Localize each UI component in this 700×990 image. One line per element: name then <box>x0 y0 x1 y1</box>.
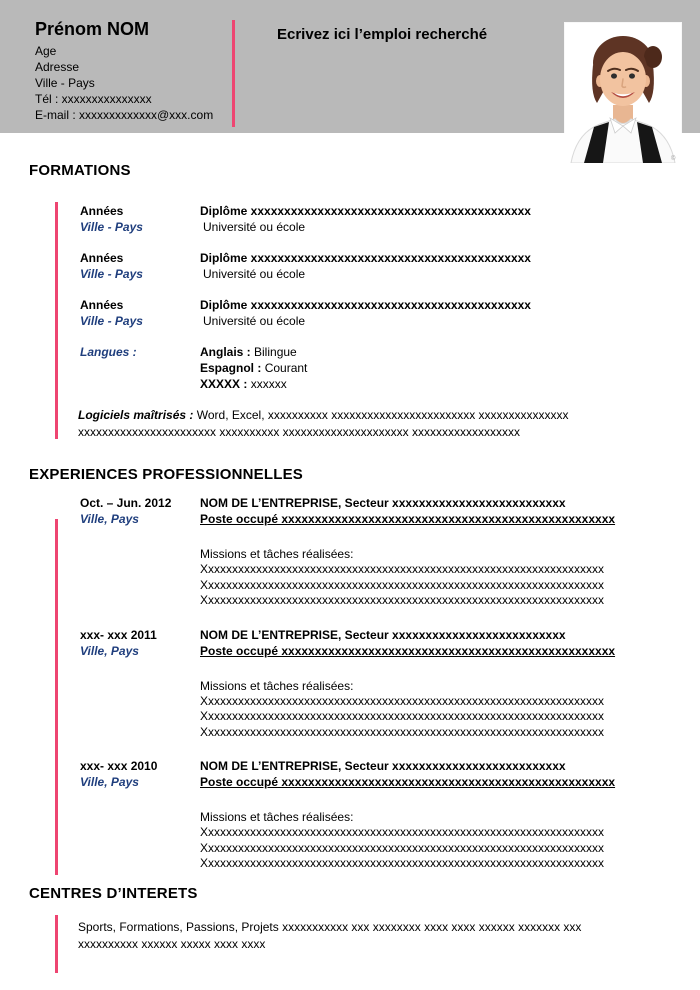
languages-row <box>80 344 625 392</box>
missions-block <box>200 809 628 872</box>
formation-degree: Diplôme xxxxxxxxxxxxxxxxxxxxxxxxxxxxxxxxxxxxxxxxxx <box>200 204 531 218</box>
interests-accent-line <box>55 915 58 973</box>
formation-period: Années <box>80 204 124 218</box>
experience-entry <box>80 495 628 609</box>
formation-school: Université ou école <box>203 220 306 234</box>
experiences-heading: EXPERIENCES PROFESSIONNELLES <box>29 466 303 483</box>
email-line: E-mail : xxxxxxxxxxxxx@xxx.com <box>35 108 214 122</box>
formation-location: Ville - Pays <box>80 314 143 328</box>
formation-entry <box>80 203 625 235</box>
mission-line: Xxxxxxxxxxxxxxxxxxxxxxxxxxxxxxxxxxxxxxxxxxxxxxxxxxxxxxxxxxxxxxxxxxx <box>200 840 605 855</box>
formation-school: Université ou école <box>203 314 306 328</box>
formation-entry <box>80 250 625 282</box>
missions-block <box>200 546 628 609</box>
experience-location: Ville, Pays <box>80 643 139 658</box>
portrait-illustration <box>565 23 681 163</box>
language-item: XXXXX : xxxxxx <box>200 377 287 391</box>
interests-text: Sports, Formations, Passions, Projets xxxxxxxxxxx xxx xxxxxxxx xxxx xxxx xxxxxx xxxxxxx xxx xxxxxxxxxx xxxxxx xxxxx xxxx xxxx <box>78 920 582 951</box>
city-country-line: Ville - Pays <box>35 76 95 90</box>
experience-entry <box>80 627 628 741</box>
experiences-accent-line <box>55 519 58 875</box>
job-title: Ecrivez ici l’emploi recherché <box>277 26 488 43</box>
missions-label: Missions et tâches réalisées: <box>200 547 354 561</box>
formations-heading: FORMATIONS <box>29 162 131 179</box>
profile-photo <box>565 23 681 163</box>
mission-line: Xxxxxxxxxxxxxxxxxxxxxxxxxxxxxxxxxxxxxxxxxxxxxxxxxxxxxxxxxxxxxxxxxxx <box>200 593 605 607</box>
experience-location: Ville, Pays <box>80 775 139 789</box>
formation-period: Années <box>80 251 124 265</box>
formation-school: Université ou école <box>203 267 306 281</box>
mission-line: Xxxxxxxxxxxxxxxxxxxxxxxxxxxxxxxxxxxxxxxxxxxxxxxxxxxxxxxxxxxxxxxxxxx <box>200 693 605 708</box>
software-text: Word, Excel, xxxxxxxxxx xxxxxxxxxxxxxxxxxxxxxxxx xxxxxxxxxxxxxxx xxxxxxxxxxxxxxxxxxxxxxx xxxxxxxxxx xxxxxxxxxxxxxxxxxxxxx xxxxxxxxxxxxxxxxxx <box>78 408 569 439</box>
mission-line: Xxxxxxxxxxxxxxxxxxxxxxxxxxxxxxxxxxxxxxxxxxxxxxxxxxxxxxxxxxxxxxxxxxx <box>200 825 605 839</box>
missions-label: Missions et tâches réalisées: <box>200 678 354 693</box>
interests-heading: CENTRES D’INTERETS <box>29 885 198 902</box>
experience-position: Poste occupé xxxxxxxxxxxxxxxxxxxxxxxxxxxxxxxxxxxxxxxxxxxxxxxxxx <box>200 512 616 526</box>
missions-block <box>200 678 628 741</box>
formation-entry <box>80 297 625 329</box>
formation-period: Années <box>80 298 124 312</box>
missions-label: Missions et tâches réalisées: <box>200 810 354 824</box>
formations-accent-line <box>55 202 58 439</box>
software-paragraph <box>78 407 625 441</box>
experience-company: NOM DE L’ENTREPRISE, Secteur xxxxxxxxxxxxxxxxxxxxxxxxxx <box>200 759 566 773</box>
phone-line: Tél : xxxxxxxxxxxxxxx <box>35 92 152 106</box>
language-item: Espagnol : Courant <box>200 361 308 375</box>
experience-company: NOM DE L’ENTREPRISE, Secteur xxxxxxxxxxxxxxxxxxxxxxxxxx <box>200 627 566 642</box>
mission-line: Xxxxxxxxxxxxxxxxxxxxxxxxxxxxxxxxxxxxxxxxxxxxxxxxxxxxxxxxxxxxxxxxxxx <box>200 709 605 723</box>
formation-location: Ville - Pays <box>80 267 143 281</box>
svg-text:©: © <box>671 156 676 162</box>
formations-section <box>80 203 625 441</box>
candidate-name: Prénom NOM <box>35 19 150 39</box>
header-divider-line <box>232 20 235 127</box>
formation-location: Ville - Pays <box>80 220 143 234</box>
mission-line: Xxxxxxxxxxxxxxxxxxxxxxxxxxxxxxxxxxxxxxxxxxxxxxxxxxxxxxxxxxxxxxxxxxx <box>200 577 605 592</box>
experience-position: Poste occupé xxxxxxxxxxxxxxxxxxxxxxxxxxxxxxxxxxxxxxxxxxxxxxxxxx <box>200 775 616 789</box>
language-item: Anglais : Bilingue <box>200 345 297 359</box>
address-line: Adresse <box>35 60 80 74</box>
age-line: Age <box>35 44 57 58</box>
software-label: Logiciels maîtrisés : <box>78 408 194 422</box>
languages-label: Langues : <box>80 345 137 359</box>
interests-section <box>78 919 626 953</box>
mission-line: Xxxxxxxxxxxxxxxxxxxxxxxxxxxxxxxxxxxxxxxxxxxxxxxxxxxxxxxxxxxxxxxxxxx <box>200 562 605 576</box>
experience-position: Poste occupé xxxxxxxxxxxxxxxxxxxxxxxxxxxxxxxxxxxxxxxxxxxxxxxxxx <box>200 643 616 658</box>
mission-line: Xxxxxxxxxxxxxxxxxxxxxxxxxxxxxxxxxxxxxxxxxxxxxxxxxxxxxxxxxxxxxxxxxxx <box>200 856 605 870</box>
experience-company: NOM DE L’ENTREPRISE, Secteur xxxxxxxxxxxxxxxxxxxxxxxxxx <box>200 496 566 510</box>
experiences-section <box>80 495 628 890</box>
experience-period: Oct. – Jun. 2012 <box>80 496 172 510</box>
experience-location: Ville, Pays <box>80 512 139 526</box>
experience-period: xxx- xxx 2010 <box>80 759 158 773</box>
formation-degree: Diplôme xxxxxxxxxxxxxxxxxxxxxxxxxxxxxxxxxxxxxxxxxx <box>200 298 531 312</box>
experience-period: xxx- xxx 2011 <box>80 627 157 642</box>
contact-block <box>35 18 213 123</box>
experience-entry <box>80 758 628 872</box>
mission-line: Xxxxxxxxxxxxxxxxxxxxxxxxxxxxxxxxxxxxxxxxxxxxxxxxxxxxxxxxxxxxxxxxxxx <box>200 724 605 739</box>
formation-degree: Diplôme xxxxxxxxxxxxxxxxxxxxxxxxxxxxxxxxxxxxxxxxxx <box>200 251 531 265</box>
